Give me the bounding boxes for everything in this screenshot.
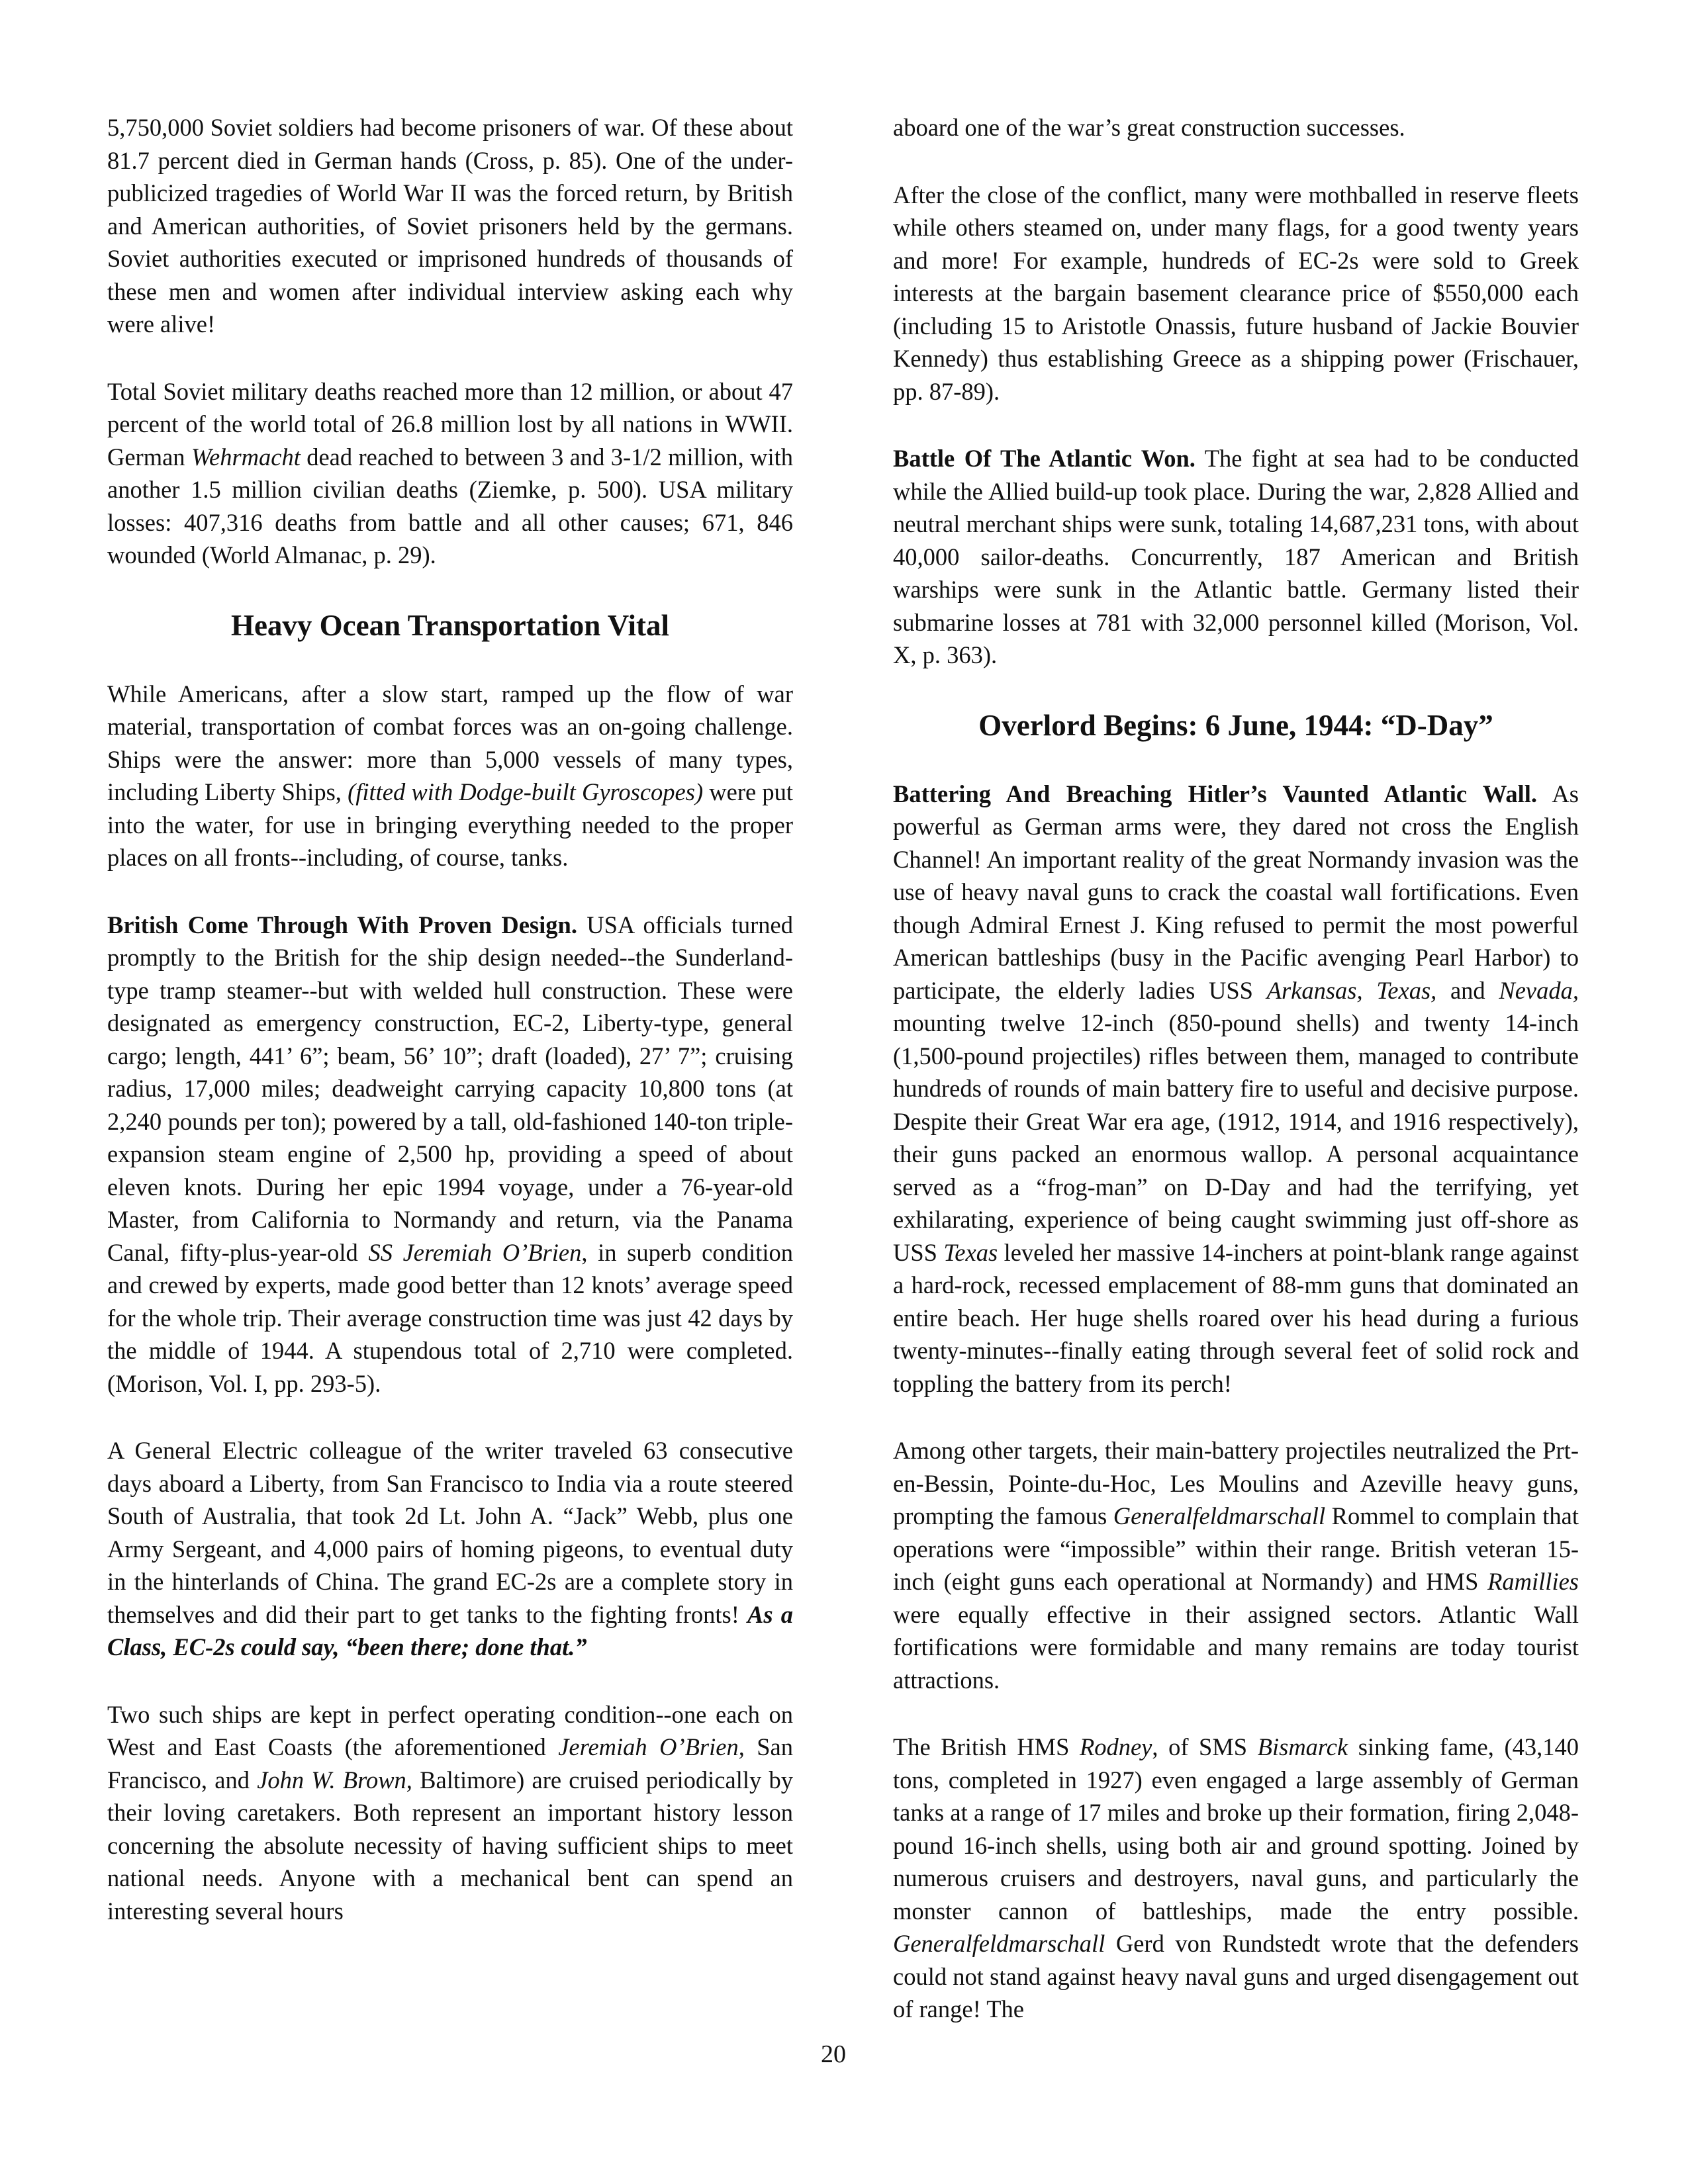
text-run: 5,750,000 Soviet soldiers had become prisoners of war. Of these about 81.7 percent died in German hands (Cross, p. 85). One of the under-publicized tragedies of World War II was the forced return, by British and American authorities, of Soviet prisoners held by the germans. Soviet authorities executed or imprisoned hundreds of thousands of these men and women after individual interview asking each why were alive! bbox=[107, 114, 793, 338]
paragraph bbox=[893, 1434, 1579, 1696]
section-heading: Overlord Begins: 6 June, 1944: “D-Day” bbox=[978, 708, 1493, 742]
italic-text: Generalfeldmarschall bbox=[893, 1930, 1105, 1957]
page-number: 20 bbox=[821, 2040, 846, 2068]
italic-text: Bismarck bbox=[1257, 1733, 1348, 1760]
paragraph bbox=[893, 111, 1579, 144]
text-run: Gerd von Rundstedt wrote that the defenders could not stand against heavy naval guns and urged disengagement out of range! The bbox=[893, 1930, 1579, 2023]
text-run: sinking fame, (43,140 tons, completed in 1927) even engaged a large assembly of German tanks at a range of 17 miles and broke up their formation, firing 2,048-pound 16-inch shells, using both air and ground spotting. Joined by numerous cruisers and destroyers, naval guns, and particularly the monster cannon of battleships, made the entry possible. bbox=[893, 1733, 1579, 1925]
italic-text: SS Jeremiah O’Brien bbox=[368, 1238, 582, 1266]
text-run: Two such ships are kept in perfect operating condition--one each on West and East Coasts (the aforementioned bbox=[107, 1700, 793, 1760]
italic-text: Wehrmacht bbox=[191, 443, 301, 471]
text-run: Baltimore) are cruised periodically by their loving caretakers. Both represent an important history lesson concerning the absolute necessity of having sufficient ships to meet national needs. Anyone with a mechanical bent can spend an interesting several hours bbox=[107, 1766, 793, 1925]
run-in-heading: British Come Through With Proven Design. bbox=[107, 911, 577, 938]
paragraph bbox=[893, 442, 1579, 672]
run-in-heading: Battle Of The Atlantic Won. bbox=[893, 445, 1196, 472]
italic-text: Jeremiah O’Brien, bbox=[558, 1733, 745, 1760]
text-run: San Francisco, and bbox=[107, 1733, 794, 1794]
text-run: The fight at sea had to be conducted while the Allied build-up took place. During the war, 2,828 Allied and neutral merchant ships were sunk, totaling 14,687,231 tons, with about 40,000 sailor-deaths. Concurrently, 187 American and British warships were sunk in the Atlantic battle. Germany listed their submarine losses at 781 with 32,000 personnel killed (Morison, Vol. X, p. 363). bbox=[893, 445, 1579, 668]
paragraph bbox=[107, 909, 793, 1400]
paragraph bbox=[107, 1698, 793, 1928]
italic-text: John W. Brown, bbox=[257, 1766, 412, 1794]
text-run: Total Soviet military deaths reached more than 12 million, or about 47 percent of the world total of 26.8 million lost by all nations in WWII. German bbox=[107, 377, 793, 471]
italic-text: Texas bbox=[943, 1238, 998, 1266]
text-run: mounting twelve 12-inch (850-pound shells) and twenty 14-inch (1,500-pound projectiles) rifles between them, managed to contribute hundreds of rounds of main battery fire to useful and decisive purpose. Despite their Great War era age, (1912, 1914, and 1916 respectively), their guns packed an enormous wallop. A personal acquaintance served as a “frog-man” on D-Day and had the terrifying, yet exhilarating, experience of being caught swimming just off-shore as USS bbox=[893, 1009, 1579, 1266]
text-run: leveled her massive 14-inchers at point-blank range against a hard-rock, recessed emplacement of 88-mm guns that dominated an entire beach. Her huge shells roared over his head during a furious twenty-minutes--finally eating through several feet of solid rock and toppling the battery from its perch! bbox=[893, 1238, 1579, 1397]
emphasis-bold-italic: As a Class, EC-2s could say, “been there; done that.” bbox=[107, 1600, 793, 1661]
italic-text: (fitted with Dodge-built Gyroscopes) bbox=[348, 778, 704, 805]
text-run: The British HMS bbox=[893, 1733, 1080, 1760]
paragraph bbox=[893, 1731, 1579, 2026]
section-heading: Heavy Ocean Transportation Vital bbox=[230, 608, 670, 642]
italic-text: Arkansas, Texas, bbox=[1266, 976, 1437, 1004]
paragraph bbox=[107, 1434, 793, 1664]
text-run: were put into the water, for use in bringing everything needed to the proper places on all fronts--including, of course, tanks. bbox=[107, 778, 793, 871]
text-run: dead reached to between 3 and 3-1/2 million, with another 1.5 million civilian deaths (Ziemke, p. 500). USA military losses: 407,316 deaths from battle and all other causes; 671, 846 wounded (World Almanac, p. 29). bbox=[107, 443, 793, 569]
paragraph bbox=[893, 778, 1579, 1400]
paragraph bbox=[107, 111, 793, 341]
paragraph bbox=[107, 678, 793, 874]
text-run: and bbox=[1436, 976, 1499, 1004]
text-run: While Americans, after a slow start, ramped up the flow of war material, transportation of combat forces was an on-going challenge. Ships were the answer: more than 5,000 vessels of many types, including Liberty Ships, bbox=[107, 680, 793, 805]
text-run: were equally effective in their assigned sectors. Atlantic Wall fortifications were formidable and many remains are today tourist attractions. bbox=[893, 1600, 1579, 1694]
italic-text: Rodney bbox=[1079, 1733, 1152, 1760]
run-in-heading: Battering And Breaching Hitler’s Vaunted Atlantic Wall. bbox=[893, 780, 1537, 807]
italic-text: Ramillies bbox=[1487, 1568, 1579, 1595]
paragraph bbox=[107, 375, 793, 572]
italic-text: Generalfeldmarschall bbox=[1113, 1502, 1326, 1529]
text-run: , of SMS bbox=[1152, 1733, 1258, 1760]
text-run: Rommel to complain that operations were “impossible” within their range. British veteran 15-inch (eight guns each operational at Normandy) and HMS bbox=[893, 1502, 1579, 1595]
text-run: Among other targets, their main-battery projectiles neutralized the Prt-en-Bessin, Pointe-du-Hoc, Les Moulins and Azeville heavy guns, prompting the famous bbox=[893, 1437, 1579, 1529]
text-run: A General Electric colleague of the writer traveled 63 consecutive days aboard a Liberty, from San Francisco to India via a route steered South of Australia, that took 2d Lt. John A. “Jack” Webb, plus one Army Sergeant, and 4,000 pairs of homing pigeons, to eventual duty in the hinterlands of China. The grand EC-2s are a complete story in themselves and did their part to get tanks to the fighting fronts! bbox=[107, 1437, 793, 1628]
left-column bbox=[107, 111, 793, 1962]
italic-text: Nevada, bbox=[1499, 976, 1579, 1004]
text-run: After the close of the conflict, many were mothballed in reserve fleets while others steamed on, under many flags, for a good twenty years and more! For example, hundreds of EC-2s were sold to Greek interests at the bargain basement clearance price of $550,000 each (including 15 to Aristotle Onassis, future husband of Jackie Bouvier Kennedy) thus establishing Greece as a shipping power (Frischauer, pp. 87-89). bbox=[893, 181, 1579, 405]
paragraph bbox=[893, 179, 1579, 408]
right-column bbox=[893, 111, 1579, 2060]
text-run: USA officials turned promptly to the British for the ship design needed--the Sunderland-type tramp steamer--but with welded hull construction. These were designated as emergency construction, EC-2, Liberty-type, general cargo; length, 441’ 6”; beam, 56’ 10”; draft (loaded), 27’ 7”; cruising radius, 17,000 miles; deadweight carrying capacity 10,800 tons (at 2,240 pounds per ton); powered by a tall, old-fashioned 140-ton triple-expansion steam engine of 2,500 hp, providing a speed of about eleven knots. During her epic 1994 voyage, under a 76-year-old Master, from California to Normandy and return, via the Panama Canal, fifty-plus-year-old bbox=[107, 911, 793, 1266]
text-run: aboard one of the war’s great construction successes. bbox=[893, 114, 1405, 141]
text-run: , in superb condition and crewed by experts, made good better than 12 knots’ average speed for the whole trip. Their average construction time was just 42 days by the middle of 1944. A stupendous total of 2,710 were completed. (Morison, Vol. I, pp. 293-5). bbox=[107, 1238, 793, 1397]
text-run: As powerful as German arms were, they dared not cross the English Channel! An important reality of the great Normandy invasion was the use of heavy naval guns to crack the coastal wall fortifications. Even though Admiral Ernest J. King refused to permit the most powerful American battleships (busy in the Pacific avenging Pearl Harbor) to participate, the elderly ladies USS bbox=[893, 780, 1579, 1004]
